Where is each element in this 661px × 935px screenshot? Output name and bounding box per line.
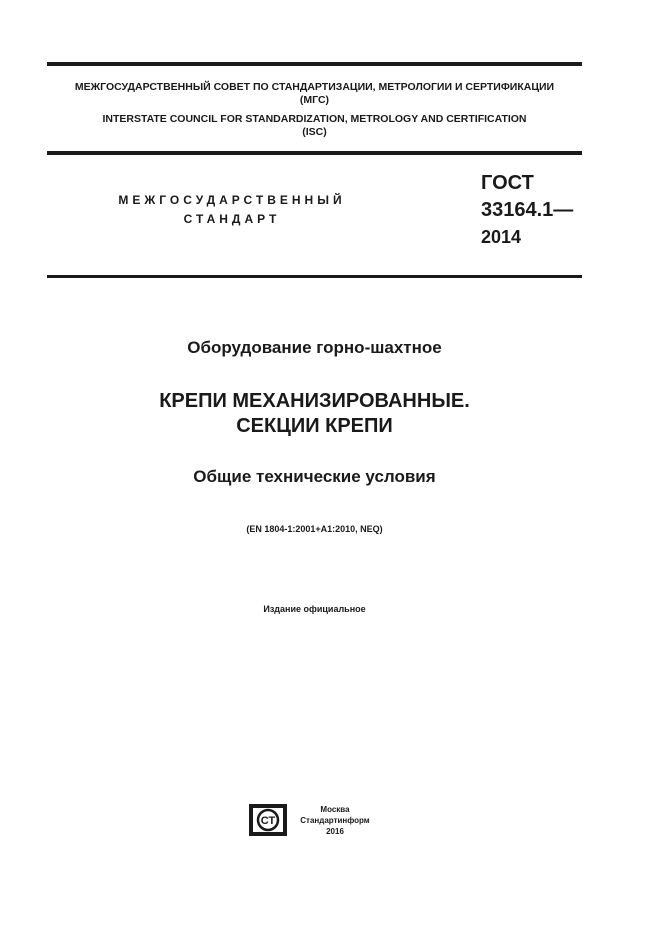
- publisher-block: [290, 804, 380, 837]
- gost-year: 2014: [481, 227, 522, 247]
- gost-number: 33164.1—: [481, 199, 574, 221]
- edition-note: Издание официальное: [263, 604, 366, 614]
- council-ru-name: МЕЖГОСУДАРСТВЕННЫЙ СОВЕТ ПО СТАНДАРТИЗАЦИИ, МЕТРОЛОГИИ И СЕРТИФИКАЦИИ: [74, 81, 555, 93]
- council-en-abbr: (ISC): [302, 126, 327, 138]
- publisher-year: 2016: [326, 827, 344, 836]
- standartinform-logo-icon: [249, 804, 287, 836]
- document-subtitle: Общие технические условия: [193, 467, 436, 486]
- publisher-name: Стандартинформ: [300, 816, 370, 825]
- council-en-name: INTERSTATE COUNCIL FOR STANDARDIZATION, METROLOGY AND CERTIFICATION: [102, 113, 527, 125]
- title-divider: [47, 275, 582, 278]
- standard-label-line1: МЕЖГОСУДАРСТВЕННЫЙ: [118, 193, 346, 207]
- publisher-city: Москва: [320, 805, 350, 814]
- standard-reference: (EN 1804-1:2001+A1:2010, NEQ): [246, 524, 383, 534]
- standard-label-line2: СТАНДАРТ: [183, 212, 281, 226]
- header-divider: [47, 151, 582, 155]
- document-category: Оборудование горно-шахтное: [187, 338, 442, 357]
- document-title-line1: КРЕПИ МЕХАНИЗИРОВАННЫЕ.: [159, 390, 470, 412]
- document-title-line2: СЕКЦИИ КРЕПИ: [236, 415, 393, 437]
- logo-text: СТ: [260, 815, 276, 827]
- council-ru-abbr: (МГС): [299, 94, 330, 106]
- gost-prefix: ГОСТ: [481, 172, 534, 194]
- top-rule: [47, 62, 582, 66]
